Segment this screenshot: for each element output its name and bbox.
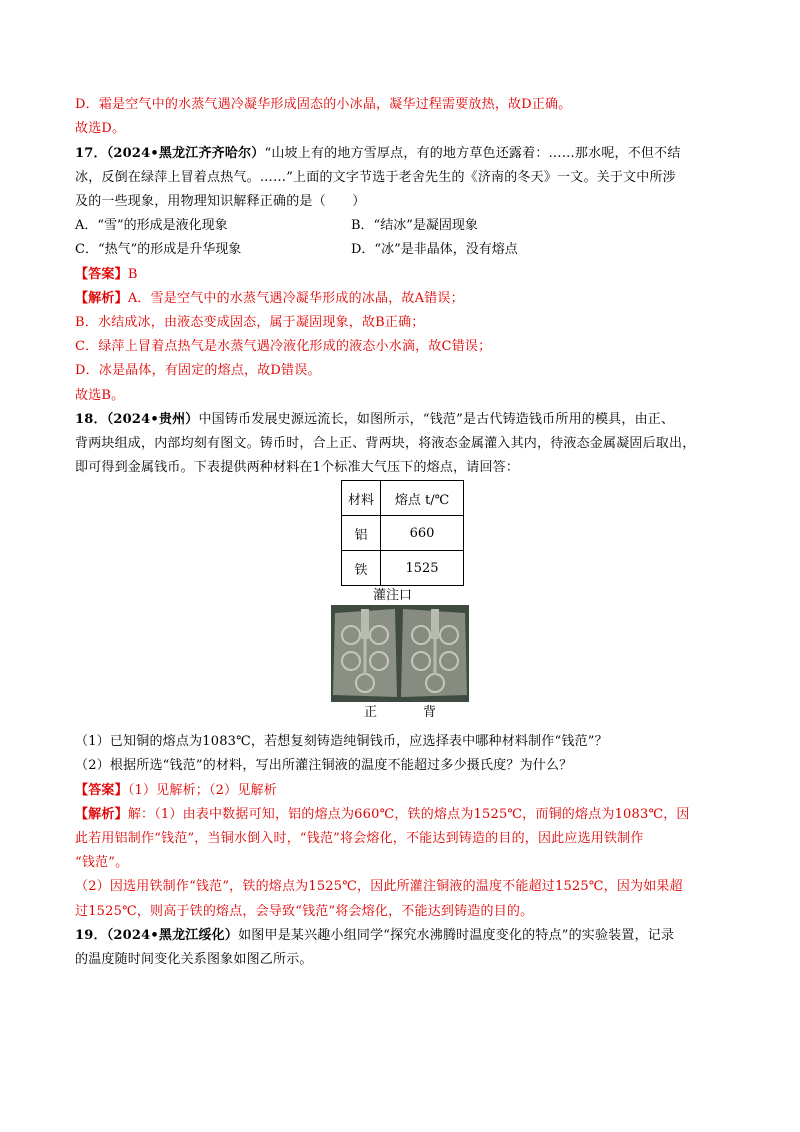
table-header-melting-point: 熔点 t/℃ xyxy=(381,481,464,516)
q16-option-d-explanation: D．霜是空气中的水蒸气遇冷凝华形成固态的小冰晶，凝华过程需要放热，故D正确。 xyxy=(75,97,572,112)
q18-explanation-tag: 【解析】 xyxy=(75,807,128,822)
q17-answer-tag: 【答案】 xyxy=(75,267,128,282)
melting-point-table xyxy=(341,480,464,586)
coin-mold-photo xyxy=(331,605,469,702)
q17-explanation-d: D．冰是晶体，有固定的熔点，故D错误。 xyxy=(75,363,321,378)
q17-explanation-a-text: A．雪是空气中的水蒸气遇冷凝华形成的冰晶，故A错误； xyxy=(127,291,464,306)
q18-explanation-1a-text: 解：（1）由表中数据可知，铝的熔点为660℃，铁的熔点为1525℃，而铜的熔点为1083℃，因 xyxy=(127,807,690,822)
table-header-material: 材料 xyxy=(342,481,381,516)
q17-choice: 故选B。 xyxy=(75,388,125,403)
q19-stem-line-2: 的温度随时间变化关系图象如图乙所示。 xyxy=(75,952,313,967)
q17-text-1: “山坡上有的地方雪厚点，有的地方草色还露着：……那水呢，不但不结 xyxy=(264,146,681,161)
q17-explanation-tag: 【解析】 xyxy=(75,291,128,306)
table-row xyxy=(342,516,464,551)
q18-stem-line-1 xyxy=(75,411,674,429)
q18-number: 18．（2024•贵州） xyxy=(75,412,199,427)
q17-option-a: A．“雪”的形成是液化现象 xyxy=(75,218,228,233)
q18-explanation-2a: （2）因选用铁制作“钱范”，铁的熔点为1525℃，因此所灌注铜液的温度不能超过1525℃，因为如果超 xyxy=(75,879,683,894)
q19-number: 19．（2024•黑龙江绥化） xyxy=(75,928,239,943)
q17-number: 17．（2024•黑龙江齐齐哈尔） xyxy=(75,146,265,161)
table-cell-material: 铝 xyxy=(342,516,381,551)
q17-option-c: C．“热气”的形成是升华现象 xyxy=(75,242,242,257)
q17-stem-line-1 xyxy=(75,145,681,163)
table-row xyxy=(342,551,464,586)
q17-option-b: B．“结冰”是凝固现象 xyxy=(351,218,478,233)
q17-explanation-c: C．绿萍上冒着点热气是水蒸气遇冷液化形成的液态小水滴，故C错误； xyxy=(75,339,492,354)
q19-text-1: 如图甲是某兴趣小组同学“探究水沸腾时温度变化的特点”的实验装置，记录 xyxy=(238,928,675,943)
q18-explanation-1b: 此若用铝制作“钱范”，当铜水倒入时，“钱范”将会熔化，不能达到铸造的目的，因此应选用铁制作 xyxy=(75,831,644,846)
q18-answer-value: （1）见解析；（2）见解析 xyxy=(127,783,277,798)
q18-stem-line-2: 背两块组成，内部均刻有图文。铸币时，合上正、背两块，将液态金属灌入其内，待液态金属凝固后取出， xyxy=(75,436,696,451)
q18-explanation-2b: 过1525℃，则高于铁的熔点，会导致“钱范”将会熔化，不能达到铸造的目的。 xyxy=(75,904,534,919)
figure-label-pouring-gate: 灌注口 xyxy=(373,588,413,603)
q18-stem-line-3: 即可得到金属钱币。下表提供两种材料在1个标准大气压下的熔点，请回答： xyxy=(75,460,520,475)
q18-subquestion-2: （2）根据所选“钱范”的材料，写出所灌注铜液的温度不能超过多少摄氏度？为什么？ xyxy=(75,758,573,773)
q17-stem-line-3: 及的一些现象，用物理知识解释正确的是（ ） xyxy=(75,194,366,209)
q18-text-1: 中国铸币发展史源远流长，如图所示，“钱范”是古代铸造钱币所用的模具，由正、 xyxy=(198,412,675,427)
figure-label-back: 背 xyxy=(423,705,437,720)
q18-answer-tag: 【答案】 xyxy=(75,783,128,798)
table-cell-melting-point: 1525 xyxy=(381,551,464,586)
q17-explanation-b: B．水结成冰，由液态变成固态，属于凝固现象，故B正确； xyxy=(75,315,425,330)
q18-explanation-1a xyxy=(75,806,690,824)
table-header-row xyxy=(342,481,464,516)
q17-answer-value: B xyxy=(127,267,138,282)
q18-explanation-1c: “钱范”。 xyxy=(75,855,129,870)
q16-choice: 故选D。 xyxy=(75,121,126,136)
table-cell-material: 铁 xyxy=(342,551,381,586)
q17-answer xyxy=(75,266,138,284)
table-cell-melting-point: 660 xyxy=(381,516,464,551)
q17-option-d: D．“冰”是非晶体，没有熔点 xyxy=(351,242,518,257)
q18-answer xyxy=(75,782,277,800)
q17-explanation-a xyxy=(75,290,464,308)
q17-stem-line-2: 冰，反倒在绿萍上冒着点热气。……”上面的文字节选于老舍先生的《济南的冬天》一文。关于文中所涉 xyxy=(75,170,676,185)
q19-stem-line-1 xyxy=(75,927,674,945)
figure-label-front: 正 xyxy=(364,705,378,720)
q18-subquestion-1: （1）已知铜的熔点为1083℃，若想复刻铸造纯铜钱币，应选择表中哪种材料制作“钱范”？ xyxy=(75,734,608,749)
